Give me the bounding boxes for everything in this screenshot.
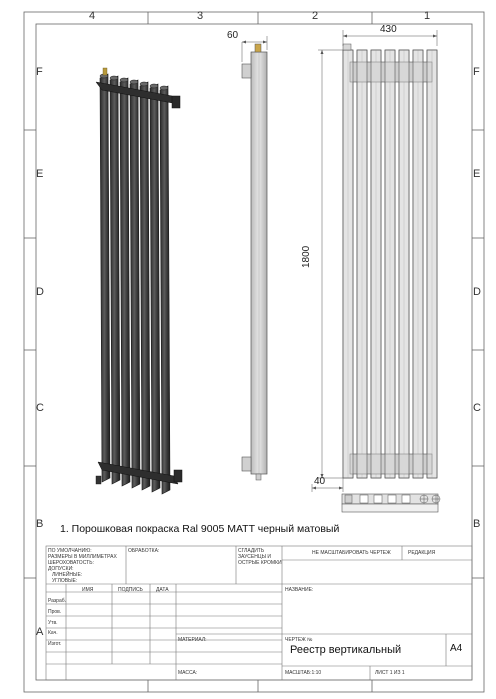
tb-linear: ЛИНЕЙНЫЕ:: [52, 572, 83, 578]
title-block-grid: [46, 546, 472, 680]
tb-row-approved: Утв.: [48, 620, 58, 626]
dimension-bracket-offset: 40: [314, 476, 326, 487]
tb-row-manuf: Изгот.: [48, 641, 62, 647]
tb-material: МАТЕРИАЛ:: [178, 637, 207, 643]
tb-deburr-3: ОСТРЫЕ КРОМКИ: [238, 560, 282, 566]
zone-column-label: 3: [197, 10, 204, 22]
bottom-plan-view: [342, 494, 440, 512]
zone-row-label: C: [36, 402, 44, 414]
zone-row-label: B: [473, 518, 481, 530]
tb-scale: МАСШТАБ:1:10: [285, 670, 322, 676]
zone-row-label: A: [36, 626, 44, 638]
zone-row-label: F: [473, 66, 480, 78]
tb-processing: ОБРАБОТКА:: [128, 548, 160, 554]
tb-revision: РЕДАКЦИЯ: [408, 550, 436, 556]
dimension-height: 1800: [301, 245, 312, 268]
paint-note: 1. Порошковая покраска Ral 9005 MATT черный матовый: [60, 523, 340, 535]
sheet-size: A4: [450, 643, 463, 654]
zone-row-label: E: [36, 168, 44, 180]
zone-row-label: E: [473, 168, 481, 180]
zone-column-label: 4: [89, 10, 96, 22]
tb-tolerances: ДОПУСКИ:: [48, 566, 74, 572]
tb-deburr-2: ЗАУСЕНЦЫ И: [238, 554, 271, 560]
tb-row-designed: Разраб.: [48, 598, 67, 604]
tb-defaults: ПО УМОЛЧАНИЮ:: [48, 548, 92, 554]
tb-col-signature: ПОДПИСЬ: [118, 587, 143, 593]
tb-name-label: НАЗВАНИЕ:: [285, 587, 314, 593]
dimension-width: 430: [380, 24, 397, 35]
zone-row-label: F: [36, 66, 43, 78]
tb-row-checked: Пров.: [48, 609, 62, 615]
zone-row-label: C: [473, 402, 481, 414]
tb-row-quality: Кач.: [48, 630, 58, 636]
side-view: [242, 36, 267, 480]
tb-drawing-no: ЧЕРТЕЖ №: [285, 637, 313, 643]
tb-mass: МАССА:: [178, 670, 198, 676]
dimension-depth: 60: [227, 30, 239, 41]
front-view: [312, 30, 437, 492]
tb-col-name: ИМЯ: [82, 587, 94, 593]
tb-units: РАЗМЕРЫ В МИЛЛИМЕТРАХ: [48, 554, 117, 560]
tb-no-scale: НЕ МАСШТАБИРОВАТЬ ЧЕРТЕЖ: [312, 550, 391, 556]
tb-deburr-1: СГЛАДИТЬ: [238, 548, 265, 554]
zone-column-label: 2: [312, 10, 319, 22]
drawing-title: Реестр вертикальный: [290, 644, 402, 656]
tb-sheet: ЛИСТ 1 ИЗ 1: [375, 670, 405, 676]
zone-row-label: B: [36, 518, 44, 530]
isometric-view: [96, 68, 182, 494]
tb-roughness: ШЕРОХОВАТОСТЬ:: [48, 560, 94, 566]
zone-row-label: D: [36, 286, 44, 298]
tb-col-date: ДАТА: [156, 587, 169, 593]
zone-row-label: D: [473, 286, 481, 298]
tb-angular: УГЛОВЫЕ:: [52, 578, 78, 584]
zone-column-label: 1: [424, 10, 431, 22]
